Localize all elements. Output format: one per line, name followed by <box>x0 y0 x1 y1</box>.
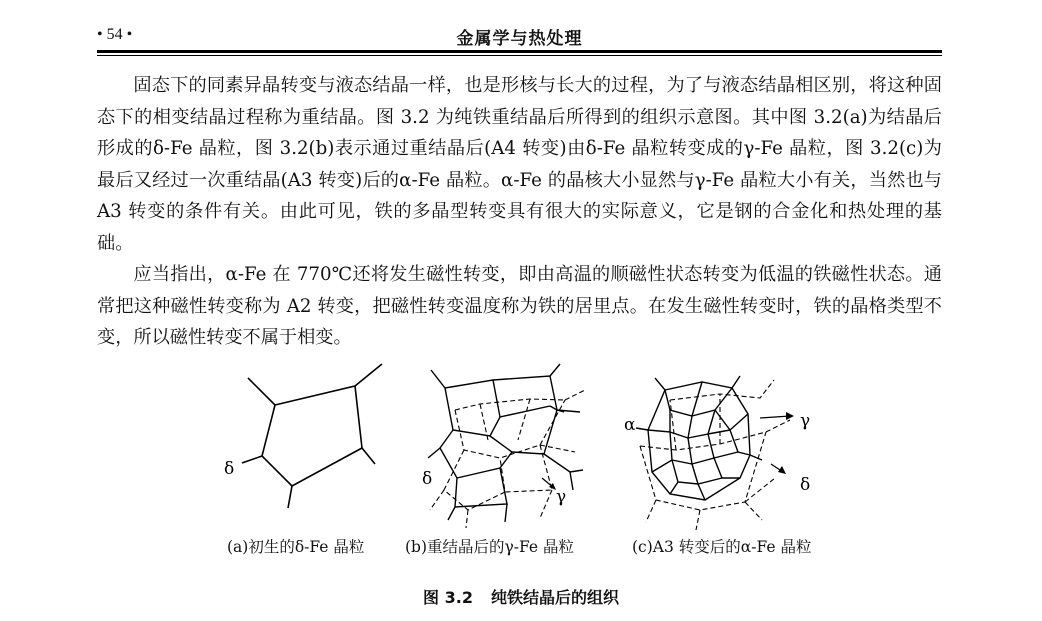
body-text <box>97 70 942 354</box>
diagram-a-delta-grain <box>242 364 382 508</box>
subcaption-c: (c)A3 转变后的α-Fe 晶粒 <box>632 538 812 556</box>
label-b-gamma: γ <box>556 487 567 507</box>
figure-caption-text: 纯铁结晶后的组织 <box>490 588 619 607</box>
page-number: • 54 • <box>97 26 133 43</box>
label-c-delta: δ <box>800 475 811 495</box>
figure-caption <box>0 585 1042 608</box>
header-rule-thin <box>97 55 942 56</box>
grain-structure-diagrams <box>200 360 840 530</box>
diagram-c-alpha-grains <box>636 376 794 530</box>
figure-number: 图 3.2 <box>423 588 473 607</box>
label-b-delta: δ <box>422 469 433 489</box>
label-c-alpha: α <box>624 415 636 435</box>
header-rule-thick <box>97 50 942 53</box>
paragraph-recrystallization: 固态下的同素异晶转变与液态结晶一样，也是形核与长大的过程，为了与液态结晶相区别，将这种固态下的相变结晶过程称为重结晶。图 3.2 为纯铁重结晶后所得到的组织示意图。其中图 3.2(a)为结晶后形成的δ-Fe 晶粒，图 3.2(b)表示通过重结晶后(A4 转变)由δ-Fe 晶粒转变成的γ-Fe 晶粒，图 3.2(c)为最后又经过一次重结晶(A3 转变)后的α-Fe 晶粒。α-Fe 的晶核大小显然与γ-Fe 晶粒大小有关，当然也与 A3 转变的条件有关。由此可见，铁的多晶型转变具有很大的实际意义，它是钢的合金化和热处理的基础。 <box>97 75 942 254</box>
figure-3-2 <box>200 360 840 530</box>
running-title: 金属学与热处理 <box>456 29 583 49</box>
subcaption-b: (b)重结晶后的γ-Fe 晶粒 <box>405 538 575 556</box>
gamma-boundaries-dashed <box>640 380 790 530</box>
page-header <box>97 20 942 50</box>
subcaption-a: (a)初生的δ-Fe 晶粒 <box>227 538 365 556</box>
label-a-delta: δ <box>224 459 235 479</box>
paragraph-magnetic-transition: 应当指出，α-Fe 在 770℃还将发生磁性转变，即由高温的顺磁性状态转变为低温的铁磁性状态。通常把这种磁性转变称为 A2 转变，把磁性转变温度称为铁的居里点。在发生磁性转变时，铁的晶格类型不变，所以磁性转变不属于相变。 <box>97 264 942 348</box>
label-c-gamma: γ <box>800 411 811 431</box>
